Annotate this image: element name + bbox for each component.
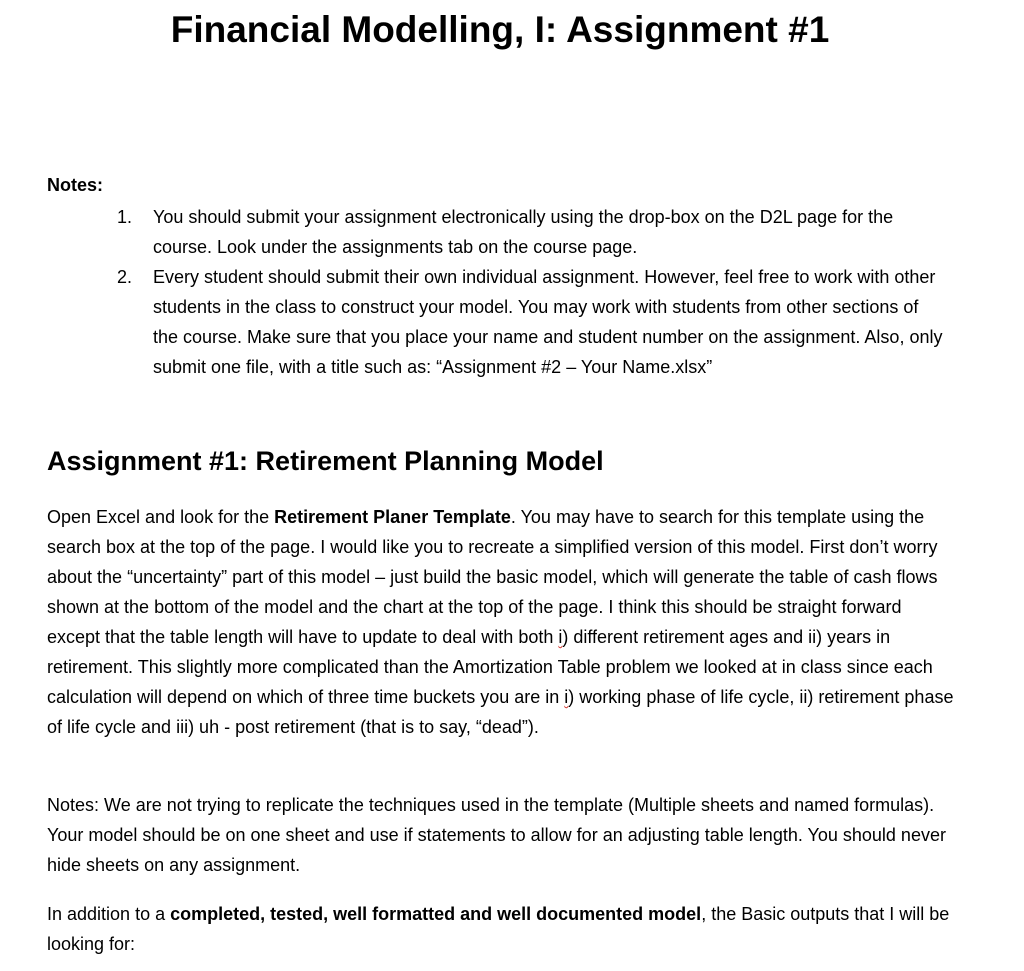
text-run: ) different retirement ages and ii) years in retirement. This slightly more complicated than the Amortization Table problem we looked at in class since each calculation will depend on which of three time buckets you are in xyxy=(47,627,933,707)
notes-label: Notes: xyxy=(47,175,104,195)
spellcheck-word: i xyxy=(564,687,569,707)
section-heading: Assignment #1: Retirement Planning Model xyxy=(47,446,604,476)
text-run: ) working phase of life cycle, ii) retirement phase of life cycle and iii) uh - post retirement (that is to say, “dead”). xyxy=(47,687,954,737)
text-run: , the Basic outputs that I will be looking for: xyxy=(47,904,950,954)
note-item xyxy=(117,202,947,262)
note-text: You should submit your assignment electronically using the drop-box on the D2L page for the course. Look under the assignments tab on the course page. xyxy=(153,207,894,257)
intro-paragraph xyxy=(47,502,957,742)
spellcheck-word: i xyxy=(558,627,563,647)
template-name: Retirement Planer Template xyxy=(274,507,511,527)
text-run: . You may have to search for this template using the search box at the top of the page. I would like you to recreate a simplified version of this model. First don’t worry about the “uncertainty” part of this model – just build the basic model, which will generate the table of cash flows shown at the bottom of the model and the chart at the top of the page. I think this should be straight forward except that the table length will have to update to deal with both xyxy=(47,507,938,647)
outputs-paragraph xyxy=(47,899,957,959)
note-item xyxy=(117,262,947,382)
text-run: In addition to a xyxy=(47,904,171,924)
notes-paragraph: Notes: We are not trying to replicate the techniques used in the template (Multiple sheets and named formulas). Your model should be on one sheet and use if statements to allow for an adjusting table length. You should never hide sheets on any assignment. xyxy=(47,795,946,875)
emphasis-text: completed, tested, well formatted and well documented model xyxy=(170,904,702,924)
note-number: 2. xyxy=(117,267,133,287)
text-run: Open Excel and look for the xyxy=(47,507,275,527)
note-text: Every student should submit their own individual assignment. However, feel free to work with other students in the class to construct your model. You may work with students from other sections of the course. Make sure that you place your name and student number on the assignment. Also, only submit one file, with a title such as: “Assignment #2 – Your Name.xlsx” xyxy=(153,267,943,377)
notes-list xyxy=(117,202,947,382)
document-title: Financial Modelling, I: Assignment #1 xyxy=(170,9,830,50)
note-number: 1. xyxy=(117,207,133,227)
